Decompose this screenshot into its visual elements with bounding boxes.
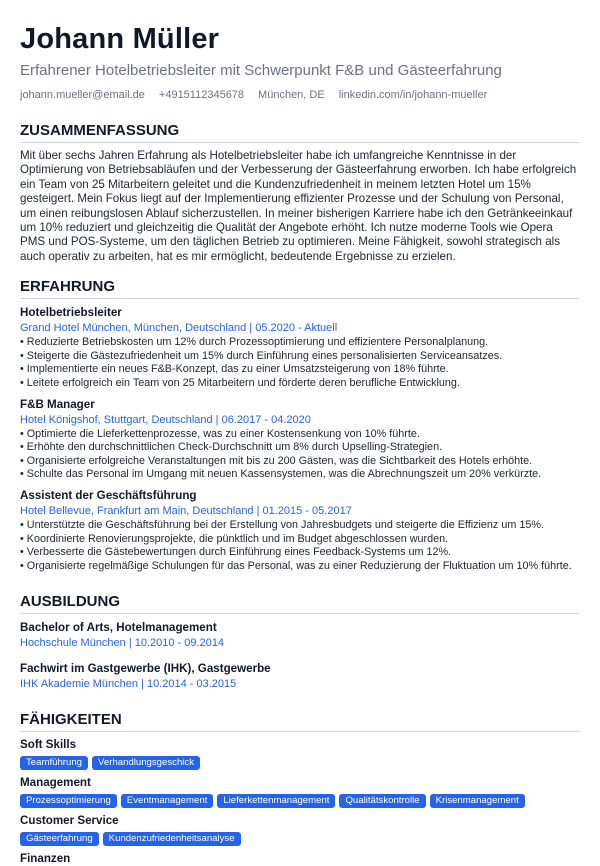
experience-title: ERFAHRUNG xyxy=(20,278,580,299)
skill-tag: Gästeerfahrung xyxy=(20,832,99,846)
skill-category: Customer Service xyxy=(20,814,119,828)
summary-text: Mit über sechs Jahren Erfahrung als Hotelbetriebsleiter habe ich umfangreiche Kenntnisse in der Optimierung von Betriebsabläufen und der Verbesserung der Gästeerfahrung erworben. Ich habe erfolgreich ein Team von 25 Mitarbeitern geleitet und die Kundenzufriedenheit in meinem letzten Hotel um 15% gesteigert. Mein Fokus liegt auf der Implementierung effizienter Prozesse und der Schulung von Personal, um einen reibungslosen Ablauf sicherzustellen. In meiner bisherigen Karriere habe ich den Getränkeeinkauf um 10% reduziert und gleichzeitig die Qualität der Angebote erhöht. Ich nutze moderne Tools wie Opera PMS und POS-Systeme, um den täglichen Betrieb zu optimieren. Meine Fähigkeit, sowohl strategisch als auch operativ zu arbeiten, hat es mir ermöglicht, bedeutende Ergebnisse zu erzielen. xyxy=(20,149,577,263)
skills-section xyxy=(20,711,580,866)
job-bullet: • Erhöhte den durchschnittlichen Check-Durchschnitt um 8% durch Upselling-Strategien. xyxy=(20,441,580,455)
contact-email[interactable]: johann.mueller@email.de xyxy=(20,89,145,101)
skill-tags xyxy=(20,832,580,846)
job-bullet: • Steigerte die Gästezufriedenheit um 15% durch Einführung eines personalisierten Serviceansatzes. xyxy=(20,350,580,364)
resume-header xyxy=(20,22,580,102)
contact-line xyxy=(20,88,580,102)
skill-tag: Eventmanagement xyxy=(121,794,214,808)
skill-category: Management xyxy=(20,776,91,790)
education-meta: Hochschule München | 10.2010 - 09.2014 xyxy=(20,637,225,650)
job-title: Hotelbetriebsleiter xyxy=(20,306,122,320)
job-entry xyxy=(20,489,580,573)
job-bullets xyxy=(20,519,580,573)
skill-tag: Qualitätskontrolle xyxy=(339,794,425,808)
job-meta: Hotel Bellevue, Frankfurt am Main, Deutschland | 01.2015 - 05.2017 xyxy=(20,505,352,517)
skill-group xyxy=(20,852,580,866)
job-bullet: • Verbesserte die Gästebewertungen durch Einführung eines Feedback-Systems um 12%. xyxy=(20,546,580,560)
skill-tags xyxy=(20,794,580,808)
job-title: Assistent der Geschäftsführung xyxy=(20,489,197,502)
job-bullet: • Unterstützte die Geschäftsführung bei der Erstellung von Jahresbudgets und steigerte die Effizienz um 15%. xyxy=(20,519,580,533)
job-bullet: • Organisierte regelmäßige Schulungen für das Personal, was zu einer Reduzierung der Fluktuation um 10% führte. xyxy=(20,560,580,574)
job-bullet: • Implementierte ein neues F&B-Konzept, das zu einer Umsatzsteigerung von 18% führte. xyxy=(20,363,580,377)
skill-tag: Kundenzufriedenheitsanalyse xyxy=(103,832,241,846)
job-meta: Grand Hotel München, München, Deutschland | 05.2020 - Aktuell xyxy=(20,322,338,335)
education-section xyxy=(20,593,580,691)
skill-tag: Verhandlungsgeschick xyxy=(92,756,200,770)
skill-group xyxy=(20,776,580,808)
job-bullet: • Organisierte erfolgreiche Veranstaltungen mit bis zu 200 Gästen, was die Sichtbarkeit des Hotels erhöhte. xyxy=(20,455,580,469)
job-bullet: • Koordinierte Renovierungsprojekte, die pünktlich und im Budget abgeschlossen wurden. xyxy=(20,533,580,547)
education-entry xyxy=(20,662,580,691)
education-title: AUSBILDUNG xyxy=(20,593,580,614)
skill-tag: Lieferkettenmanagement xyxy=(217,794,335,808)
skill-tags xyxy=(20,756,580,770)
skills-title: FÄHIGKEITEN xyxy=(20,711,580,732)
job-title: F&B Manager xyxy=(20,397,95,411)
education-degree: Bachelor of Arts, Hotelmanagement xyxy=(20,621,217,635)
job-bullet: • Leitete erfolgreich ein Team von 25 Mitarbeitern und förderte deren berufliche Entwicklung. xyxy=(20,377,580,391)
job-meta: Hotel Königshof, Stuttgart, Deutschland | 06.2017 - 04.2020 xyxy=(20,413,311,426)
contact-phone[interactable]: +4915112345678 xyxy=(158,89,245,101)
skill-category: Soft Skills xyxy=(20,738,77,752)
contact-linkedin[interactable]: linkedin.com/in/johann-mueller xyxy=(338,89,488,101)
candidate-name: Johann Müller xyxy=(20,23,220,55)
education-degree: Fachwirt im Gastgewerbe (IHK), Gastgewerbe xyxy=(20,662,271,676)
education-entry xyxy=(20,621,580,650)
job-bullets xyxy=(20,336,580,390)
skill-tag: Krisenmanagement xyxy=(430,794,525,808)
job-bullet: • Reduzierte Betriebskosten um 12% durch Prozessoptimierung und effizientere Personalplanung. xyxy=(20,336,580,350)
job-entry xyxy=(20,398,580,482)
candidate-headline: Erfahrener Hotelbetriebsleiter mit Schwerpunkt F&B und Gästeerfahrung xyxy=(20,62,502,79)
experience-section xyxy=(20,278,580,573)
skill-tag: Prozessoptimierung xyxy=(20,794,117,808)
contact-location: München, DE xyxy=(258,89,325,101)
summary-section xyxy=(20,122,580,264)
skill-group xyxy=(20,814,580,846)
skill-category: Finanzen xyxy=(20,852,71,866)
job-entry xyxy=(20,306,580,390)
skill-group xyxy=(20,738,580,770)
summary-title: ZUSAMMENFASSUNG xyxy=(20,122,580,143)
job-bullets xyxy=(20,428,580,482)
education-meta: IHK Akademie München | 10.2014 - 03.2015 xyxy=(20,678,237,691)
job-bullet: • Optimierte die Lieferkettenprozesse, was zu einer Kostensenkung von 10% führte. xyxy=(20,428,580,442)
job-bullet: • Schulte das Personal im Umgang mit neuen Kassensystemen, was die Abrechnungszeit um 20% verkürzte. xyxy=(20,468,580,482)
skill-tag: Teamführung xyxy=(20,756,88,770)
